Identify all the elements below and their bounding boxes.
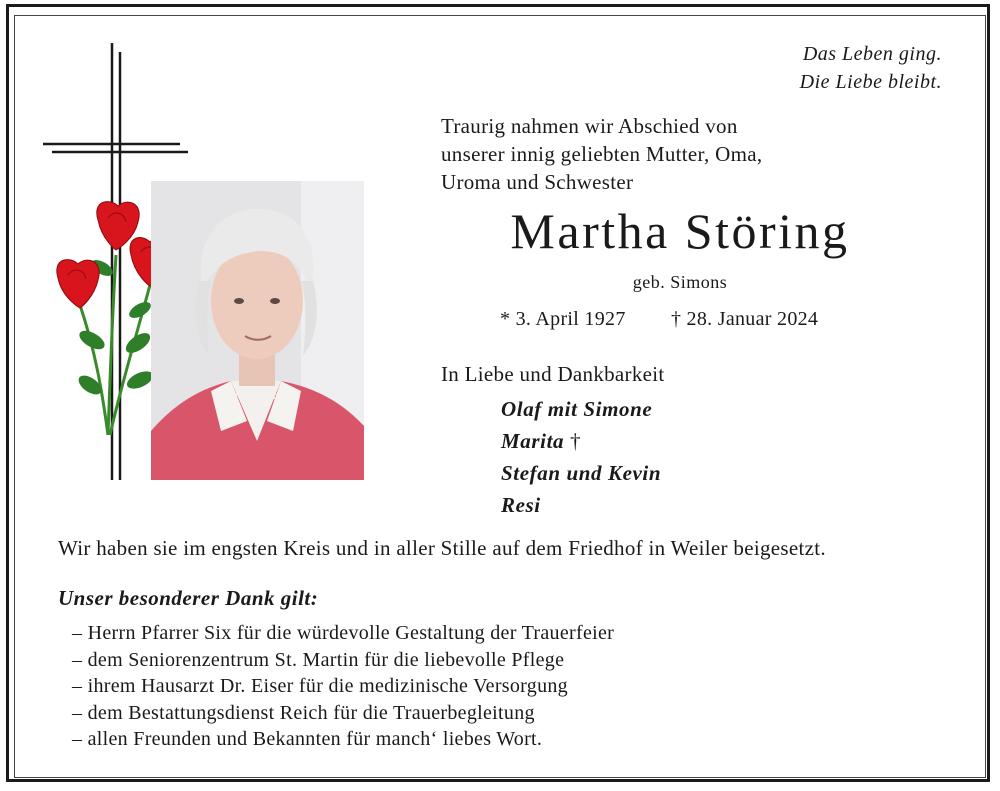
intro-line-2: unserer innig geliebten Mutter, Oma, bbox=[441, 142, 763, 166]
thanks-list bbox=[72, 620, 614, 753]
list-item: – ihrem Hausarzt Dr. Eiser für die medizinische Versorgung bbox=[72, 673, 614, 700]
thanks-title: Unser besonderer Dank gilt: bbox=[58, 586, 319, 610]
intro-text bbox=[441, 112, 762, 196]
portrait-photo bbox=[151, 181, 364, 480]
list-item: – dem Bestattungsdienst Reich für die Trauerbegleitung bbox=[72, 700, 614, 727]
mourner-name: Stefan und Kevin bbox=[501, 461, 662, 485]
motto-line-2: Die Liebe bleibt. bbox=[799, 71, 942, 93]
list-item: – dem Seniorenzentrum St. Martin für die liebevolle Pflege bbox=[72, 647, 614, 674]
deceased-name: Martha Störing bbox=[510, 203, 850, 259]
list-item: – allen Freunden und Bekannten für manch‘ liebes Wort. bbox=[72, 726, 614, 753]
mourner-name: Olaf mit Simone bbox=[501, 397, 653, 421]
burial-note: Wir haben sie im engsten Kreis und in aller Stille auf dem Friedhof in Weiler beigesetzt. bbox=[58, 536, 826, 560]
mourners-list bbox=[501, 393, 661, 521]
birth-name: geb. Simons bbox=[632, 272, 728, 292]
death-date: † 28. Januar 2024 bbox=[670, 308, 819, 330]
mourner-name: Marita † bbox=[501, 429, 582, 453]
mourners-intro: In Liebe und Dankbarkeit bbox=[441, 362, 665, 386]
motto-line-1: Das Leben ging. bbox=[802, 43, 942, 65]
intro-line-3: Uroma und Schwester bbox=[441, 170, 634, 194]
birth-date: * 3. April 1927 bbox=[500, 308, 626, 330]
mourner-name: Resi bbox=[501, 493, 541, 517]
list-item: – Herrn Pfarrer Six für die würdevolle Gestaltung der Trauerfeier bbox=[72, 620, 614, 647]
motto bbox=[800, 40, 942, 96]
intro-line-1: Traurig nahmen wir Abschied von bbox=[441, 114, 738, 138]
life-dates bbox=[500, 308, 818, 331]
